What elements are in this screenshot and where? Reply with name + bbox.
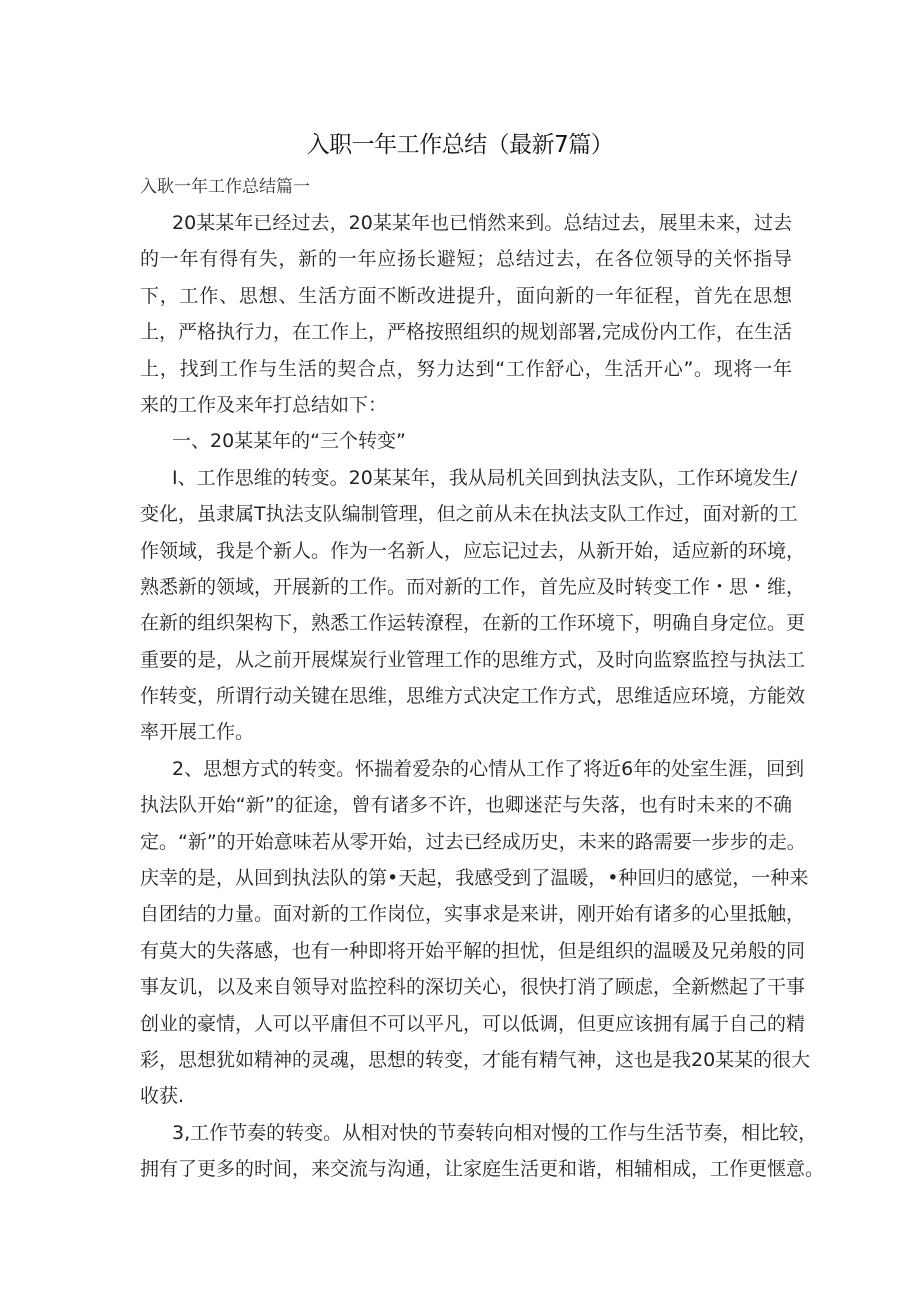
text-line: 事友讥，以及来自领导对监控科的深切关心，很快打消了顾虑，全新燃起了干事 <box>140 976 806 999</box>
section-heading: 一、20某某年的“三个转变” <box>172 430 406 453</box>
text-line: 拥有了更多的时间，来交流与沟通，让家庭生活更和谐，相辅相成，工作更惬意。 <box>140 1158 825 1181</box>
text-line: 庆幸的是，从回到执法队的第•天起，我感受到了温暖，•种回归的感觉，一种来 <box>140 867 809 890</box>
document-title: 入职一年工作总结（最新7篇） <box>306 132 614 158</box>
section-subtitle: 入耿一年工作总结篇一 <box>140 177 310 197</box>
text-line: 作转变，所谓行动关键在思维，思维方式决定工作方式，思维适应环境，方能效 <box>140 685 806 708</box>
text-line: 重要的是，从之前开展煤炭行业管理工作的思维方式，及时向监察监控与执法工 <box>140 648 806 671</box>
text-line: 上，找到工作与生活的契合点，努力达到“工作舒心，生活开心”。现将一年 <box>140 357 792 380</box>
paragraph-work-rhythm <box>140 1115 825 1188</box>
text-line: 来的工作及来年打总结如下： <box>140 393 388 416</box>
text-line: 2、思想方式的转变。怀揣着爱杂的心情从工作了将近6年的处室生涯，回到 <box>172 757 805 780</box>
text-line: 变化，虽隶属T执法支队编制管理，但之前从未在执法支队工作过，面对新的工 <box>140 503 798 526</box>
text-line: 定。“新”的开始意味若从零开始，过去已经成历史，未来的路需要一步步的走。 <box>140 830 806 853</box>
text-line: 执法队开始“新”的征途，曾有诸多不许，也卿迷茫与失落，也有时未来的不确 <box>140 794 792 817</box>
paragraph-thinking-mode <box>140 751 811 1115</box>
text-line: 收获. <box>140 1085 185 1108</box>
text-line: 上，严格执行力，在工作上，严格按照组织的规划部署,完成份内工作，在生活 <box>140 321 793 344</box>
text-line: 下，工作、思想、生活方面不断改进提升，面向新的一年征程，首先在思想 <box>140 284 792 307</box>
text-line: 20某某年已经过去，20某某年也已悄然来到。总结过去，展里未来，过去 <box>172 212 792 234</box>
text-line: 熟悉新的领域，开展新的工作。而对新的工作，首先应及时转变工作・思・维， <box>140 575 806 598</box>
text-line: I、工作思维的转变。20某某年，我从局机关回到执法支队，工作环境发生/ <box>172 466 798 489</box>
text-line: 彩，思想犹如精神的灵魂，思想的转变，才能有精气神，这也是我20某某的很大 <box>140 1048 811 1071</box>
paragraph-intro <box>140 205 792 423</box>
text-line: 自团结的力量。面对新的工作岗位，实事求是来讲，刚开始有诸多的心里抵触， <box>140 903 806 926</box>
text-line: 3,工作节奏的转变。从相对快的节奏转向相对慢的工作与生活节奏，相比较， <box>172 1121 818 1144</box>
text-line: 作领域，我是个新人。作为一名新人，应忘记过去，从新开始，适应新的环境， <box>140 539 806 562</box>
text-line: 率开展工作。 <box>140 721 255 744</box>
text-line: 创业的豪情，人可以平庸但不可以平凡，可以低调，但更应该拥有属于自己的精 <box>140 1012 806 1035</box>
text-line: 有莫大的失落感，也有一种即将开始平解的担忧，但是组织的温暖及兄弟般的同 <box>140 939 806 962</box>
paragraph-work-thinking <box>140 460 806 751</box>
document-body <box>140 205 825 1188</box>
text-line: 的一年有得有失，新的一年应扬长避短；总结过去，在各位领导的关怀指导 <box>140 248 792 271</box>
text-line: 在新的组织架构下，熟悉工作运转潦程，在新的工作环境下，明确自身定位。更 <box>140 612 806 635</box>
